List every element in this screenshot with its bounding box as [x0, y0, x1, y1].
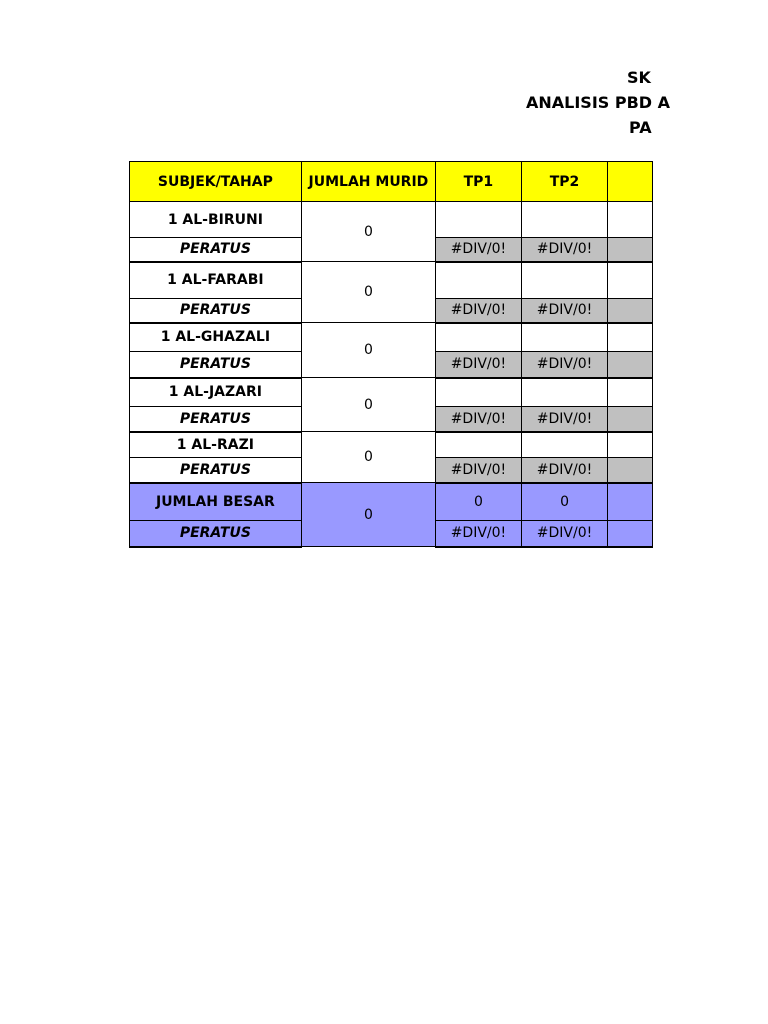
overflow-percent-cell[interactable] — [608, 299, 653, 323]
total-tp1-percent-cell[interactable]: #DIV/0! — [436, 521, 522, 547]
overflow-cell[interactable] — [608, 323, 653, 352]
class-name-cell[interactable]: 1 AL-JAZARI — [130, 378, 302, 407]
jumlah-murid-cell[interactable]: 0 — [301, 262, 435, 323]
title-school: SK — [627, 68, 651, 87]
total-overflow-cell[interactable] — [608, 483, 653, 521]
overflow-percent-cell[interactable] — [608, 238, 653, 262]
total-overflow-percent-cell[interactable] — [608, 521, 653, 547]
tp2-count-cell[interactable] — [521, 323, 607, 352]
class-name-cell[interactable]: 1 AL-RAZI — [130, 432, 302, 458]
tp1-percent-cell[interactable]: #DIV/0! — [436, 238, 522, 262]
tp2-percent-cell[interactable]: #DIV/0! — [521, 299, 607, 323]
title-subline: PA — [629, 118, 652, 137]
table-row — [130, 378, 653, 407]
overflow-percent-cell[interactable] — [608, 458, 653, 483]
overflow-percent-cell[interactable] — [608, 407, 653, 432]
total-peratus-label-cell[interactable]: PERATUS — [130, 521, 302, 547]
total-tp1-cell[interactable]: 0 — [436, 483, 522, 521]
peratus-label-cell[interactable]: PERATUS — [130, 352, 302, 378]
tp1-count-cell[interactable] — [436, 202, 522, 238]
peratus-label-cell[interactable]: PERATUS — [130, 407, 302, 432]
jumlah-murid-cell[interactable]: 0 — [301, 202, 435, 262]
tp1-count-cell[interactable] — [436, 432, 522, 458]
tp1-percent-cell[interactable]: #DIV/0! — [436, 299, 522, 323]
overflow-cell[interactable] — [608, 432, 653, 458]
overflow-cell[interactable] — [608, 378, 653, 407]
table-row — [130, 262, 653, 299]
tp1-count-cell[interactable] — [436, 262, 522, 299]
table-row — [130, 202, 653, 238]
tp2-percent-cell[interactable]: #DIV/0! — [521, 407, 607, 432]
tp2-count-cell[interactable] — [521, 202, 607, 238]
total-tp2-cell[interactable]: 0 — [521, 483, 607, 521]
tp1-count-cell[interactable] — [436, 323, 522, 352]
tp2-count-cell[interactable] — [521, 378, 607, 407]
class-name-cell[interactable]: 1 AL-GHAZALI — [130, 323, 302, 352]
tp2-count-cell[interactable] — [521, 262, 607, 299]
jumlah-murid-cell[interactable]: 0 — [301, 432, 435, 483]
class-name-cell[interactable]: 1 AL-BIRUNI — [130, 202, 302, 238]
peratus-label-cell[interactable]: PERATUS — [130, 458, 302, 483]
tp1-percent-cell[interactable]: #DIV/0! — [436, 352, 522, 378]
total-row — [130, 483, 653, 521]
tp1-count-cell[interactable] — [436, 378, 522, 407]
tp2-percent-cell[interactable]: #DIV/0! — [521, 238, 607, 262]
header-overflow-cell[interactable] — [608, 162, 653, 202]
overflow-percent-cell[interactable] — [608, 352, 653, 378]
header-tp1[interactable]: TP1 — [436, 162, 522, 202]
jumlah-murid-cell[interactable]: 0 — [301, 378, 435, 432]
total-name-cell[interactable]: JUMLAH BESAR — [130, 483, 302, 521]
title-analysis: ANALISIS PBD A — [526, 93, 671, 112]
overflow-cell[interactable] — [608, 202, 653, 238]
class-name-cell[interactable]: 1 AL-FARABI — [130, 262, 302, 299]
peratus-label-cell[interactable]: PERATUS — [130, 238, 302, 262]
tp2-percent-cell[interactable]: #DIV/0! — [521, 458, 607, 483]
header-row — [130, 162, 653, 202]
analysis-table — [129, 161, 653, 548]
tp1-percent-cell[interactable]: #DIV/0! — [436, 407, 522, 432]
header-subjek[interactable]: SUBJEK/TAHAP — [130, 162, 302, 202]
header-tp2[interactable]: TP2 — [521, 162, 607, 202]
peratus-label-cell[interactable]: PERATUS — [130, 299, 302, 323]
table-row — [130, 323, 653, 352]
tp2-count-cell[interactable] — [521, 432, 607, 458]
tp2-percent-cell[interactable]: #DIV/0! — [521, 352, 607, 378]
analysis-table-viewport — [129, 161, 653, 546]
header-jumlah-murid[interactable]: JUMLAH MURID — [301, 162, 435, 202]
overflow-cell[interactable] — [608, 262, 653, 299]
total-murid-cell[interactable]: 0 — [301, 483, 435, 547]
tp1-percent-cell[interactable]: #DIV/0! — [436, 458, 522, 483]
jumlah-murid-cell[interactable]: 0 — [301, 323, 435, 378]
table-row — [130, 432, 653, 458]
total-tp2-percent-cell[interactable]: #DIV/0! — [521, 521, 607, 547]
